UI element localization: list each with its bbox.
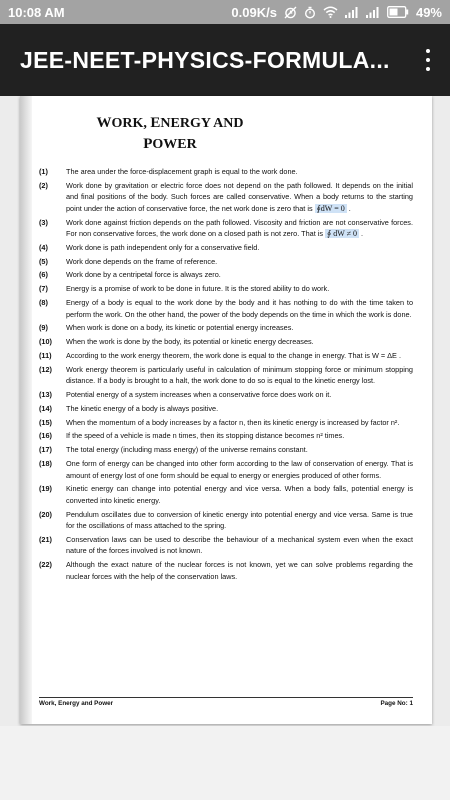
item-text-body: When the momentum of a body increases by a factor n, then its kinetic energy is increased by factor n². — [66, 417, 400, 427]
item-number: (8) — [39, 298, 48, 308]
item-text-body: Pendulum oscillates due to conversion of kinetic energy into potential energy and vice versa. Same is true for the oscillations of mass attached to the spring. — [66, 509, 413, 531]
item-text-body: Energy of a body is equal to the work done by the body and it has nothing to do with the time taken to perform the work. On the other hand, the power of the body depends on the time in which the work is done. — [66, 298, 413, 319]
item-text — [66, 256, 413, 268]
item-text — [66, 283, 413, 295]
item-text — [66, 389, 413, 401]
footer-page-number: Page No: 1 — [380, 700, 413, 707]
list-item — [39, 283, 413, 295]
item-text-body: One form of energy can be changed into other form according to the law of conservation of energy. That is amount of energy lost of one form should be equal to energy or energies produced of other forms. — [66, 459, 413, 480]
list-item — [39, 180, 413, 215]
app-bar — [0, 24, 450, 96]
item-number: (22) — [39, 560, 52, 570]
page-edge-shadow — [20, 96, 32, 724]
list-item — [39, 217, 413, 240]
item-number: (3) — [39, 217, 48, 227]
item-text — [66, 417, 413, 429]
item-text-body: Work done against friction depends on the path followed. Viscosity and friction are not conservative forces. For non conservative forces, the work done on a closed path is not zero. That is — [66, 217, 413, 239]
item-text — [66, 242, 413, 254]
item-number: (6) — [39, 270, 48, 280]
item-number: (2) — [39, 180, 48, 190]
footer-chapter: Work, Energy and Power — [39, 700, 114, 707]
document-viewer[interactable] — [0, 96, 450, 726]
equation: ∮dW = 0 — [316, 203, 345, 213]
status-right — [231, 5, 442, 20]
item-number: (1) — [39, 167, 48, 176]
item-number: (14) — [39, 403, 52, 413]
list-item — [39, 269, 413, 281]
item-number: (19) — [39, 484, 52, 494]
list-item — [39, 364, 413, 387]
list-item — [39, 166, 413, 178]
list-item — [39, 444, 413, 456]
item-text-body: When work is done on a body, its kinetic or potential energy increases. — [66, 323, 294, 333]
item-number: (18) — [39, 459, 52, 469]
item-text — [66, 336, 413, 348]
item-text — [66, 217, 413, 240]
item-text-body: If the speed of a vehicle is made n times, then its stopping distance becomes n² times. — [66, 431, 345, 441]
item-text-body: Work done is path independent only for a conservative field. — [66, 242, 260, 252]
status-bar — [0, 0, 450, 24]
item-text-body: Work done by a centripetal force is always zero. — [66, 270, 221, 280]
viewer-background — [0, 726, 450, 800]
item-text-body: The kinetic energy of a body is always positive. — [66, 403, 219, 413]
list-item — [39, 483, 413, 506]
list-item — [39, 256, 413, 268]
page-title: WORK, ENERGY AND POWER — [96, 115, 244, 152]
equation-suffix: . — [359, 229, 364, 239]
list-item — [39, 297, 413, 320]
item-text-body: Work done depends on the frame of reference. — [66, 256, 218, 266]
equation-suffix: . — [346, 203, 351, 213]
equation: ∮ dW ≠ 0 — [327, 229, 358, 239]
item-text — [66, 269, 413, 281]
item-text-body: Work done by gravitation or electric force does not depend on the path followed. It depends on the initial and final positions of the body. Such forces are called conservative. When a body returns to the starting point under the action of conservative force, the net work done is zero that is — [66, 180, 413, 213]
list-item — [39, 559, 413, 582]
signal-icon-2 — [366, 6, 380, 18]
item-text — [66, 444, 413, 456]
item-text — [66, 534, 413, 557]
item-number: (16) — [39, 431, 52, 441]
item-number: (5) — [39, 256, 48, 266]
item-text-body: According to the work energy theorem, the work done is equal to the change in energy. That is W = ΔE . — [66, 350, 401, 360]
list-item — [39, 417, 413, 429]
alarm-icon — [284, 6, 297, 19]
item-text-body: Energy is a promise of work to be done in future. It is the stored ability to do work. — [66, 284, 330, 294]
item-text — [66, 403, 413, 415]
wifi-icon — [323, 6, 338, 18]
item-text-body: When the work is done by the body, its potential or kinetic energy decreases. — [66, 337, 314, 347]
app-title: JEE-NEET-PHYSICS-FORMULA... — [20, 46, 390, 73]
item-text — [66, 458, 413, 481]
item-number: (17) — [39, 445, 52, 455]
list-item — [39, 509, 413, 532]
battery-icon — [387, 6, 409, 18]
signal-icon — [345, 6, 359, 18]
network-speed: 0.09K/s — [231, 4, 277, 20]
item-text — [66, 430, 413, 442]
list-item — [39, 350, 413, 362]
item-text-body: Conservation laws can be used to describe the behaviour of a mechanical system even when the exact nature of the forces involved is not known. — [66, 534, 413, 556]
item-text — [66, 322, 413, 334]
pdf-page — [20, 96, 432, 724]
list-item — [39, 242, 413, 254]
list-item — [39, 389, 413, 401]
item-text-body: The total energy (including mass energy) of the universe remains constant. — [66, 445, 308, 455]
item-text — [66, 297, 413, 320]
item-text — [66, 509, 413, 532]
item-number: (10) — [39, 337, 52, 347]
list-item — [39, 430, 413, 442]
list-item — [39, 458, 413, 481]
item-text — [66, 180, 413, 215]
more-vert-icon[interactable] — [424, 49, 432, 73]
list-item — [39, 322, 413, 334]
item-number: (11) — [39, 350, 52, 360]
item-text — [66, 559, 413, 582]
footer-divider — [39, 697, 413, 698]
item-text-body: Kinetic energy can change into potential energy and vice versa. When a body falls, potential energy is converted into kinetic energy. — [66, 484, 413, 505]
item-text — [66, 350, 413, 362]
list-item — [39, 534, 413, 557]
item-text-body: Work energy theorem is particularly useful in calculation of minimum stopping force or minimum stopping distance. If a body is brought to a halt, the work done to do so is equal to the kinetic energy lost. — [66, 364, 413, 386]
list-item — [39, 403, 413, 415]
item-number: (21) — [39, 534, 52, 544]
battery-percent: 49% — [415, 4, 442, 20]
list-item — [39, 336, 413, 348]
item-number: (20) — [39, 509, 52, 519]
item-number: (12) — [39, 364, 52, 374]
item-number: (15) — [39, 417, 52, 427]
item-text-body: The area under the force-displacement graph is equal to the work done. — [66, 167, 298, 176]
formula-list — [39, 166, 413, 585]
item-text — [66, 483, 413, 506]
item-number: (4) — [39, 242, 48, 252]
item-number: (13) — [39, 390, 52, 400]
item-text-body: Potential energy of a system increases when a conservative force does work on it. — [66, 390, 332, 400]
item-text-body: Although the exact nature of the nuclear forces is not known, yet we can solve problems regarding the nuclear forces with the help of the conservation laws. — [66, 560, 413, 581]
status-time: 10:08 AM — [8, 4, 65, 20]
item-number: (9) — [39, 323, 48, 333]
item-text — [66, 364, 413, 387]
item-number: (7) — [39, 284, 48, 294]
item-text — [66, 166, 413, 178]
timer-icon — [304, 6, 316, 19]
